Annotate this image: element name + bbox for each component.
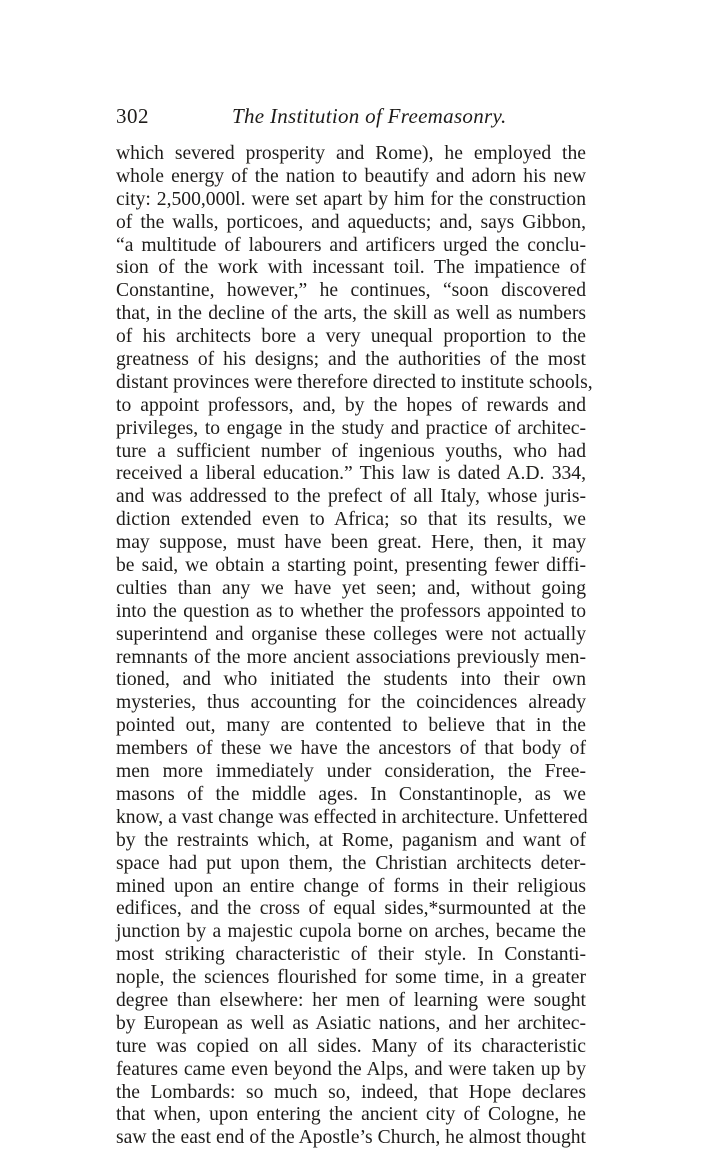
page-number: 302 — [116, 104, 149, 128]
text-line: which severed prosperity and Rome), he employed the — [116, 143, 586, 164]
text-line: Constantine, however,” he continues, “soon discovered — [116, 280, 586, 302]
text-line: members of these we have the ancestors of that body of — [116, 738, 586, 760]
text-line: diction extended even to Africa; so that its results, we — [116, 509, 586, 531]
text-line: masons of the middle ages. In Constantinople, as we — [116, 783, 586, 805]
text-line: ture was copied on all sides. Many of its characteristic — [116, 1035, 586, 1057]
text-line: distant provinces were therefore directed to institute schools, — [116, 371, 593, 393]
text-line: mined upon an entire change of forms in their religious — [116, 875, 586, 897]
text-line: junction by a majestic cupola borne on arches, became the — [116, 921, 586, 943]
text-line: edifices, and the cross of equal sides,*surmounted at the — [116, 898, 586, 920]
text-line: “a multitude of labourers and artificers urged the conclu- — [116, 234, 586, 256]
text-line: greatness of his designs; and the authorities of the most — [116, 349, 586, 371]
text-line: degree than elsewhere: her men of learning were sought — [116, 989, 586, 1011]
text-line: of his architects bore a very unequal proportion to the — [116, 326, 586, 348]
text-line: ture a sufficient number of ingenious youths, who had — [116, 440, 586, 462]
text-line: most striking characteristic of their style. In Constanti- — [116, 944, 586, 966]
text-line: superintend and organise these colleges were not actually — [116, 623, 586, 645]
text-line: sion of the work with incessant toil. The impatience of — [116, 257, 586, 279]
text-line: be said, we obtain a starting point, presenting fewer diffi- — [116, 555, 586, 577]
text-line: and was addressed to the prefect of all Italy, whose juris- — [116, 486, 586, 508]
text-line: space had put upon them, the Christian architects deter- — [116, 852, 586, 874]
text-line: may suppose, must have been great. Here, then, it may — [116, 532, 586, 554]
running-title: The Institution of Freemasonry. — [232, 104, 507, 128]
text-line: features came even beyond the Alps, and were taken up by — [116, 1058, 586, 1080]
text-line: that when, upon entering the ancient city of Cologne, he — [116, 1104, 586, 1126]
text-line: nople, the sciences flourished for some time, in a greater — [116, 967, 586, 989]
text-line: to appoint professors, and, by the hopes of rewards and — [116, 394, 586, 416]
text-line: tioned, and who initiated the students into their own — [116, 669, 586, 691]
text-line: mysteries, thus accounting for the coincidences already — [116, 692, 586, 714]
text-line: of the walls, porticoes, and aqueducts; and, says Gibbon, — [116, 211, 586, 233]
text-line: city: 2,500,000l. were set apart by him for the construction — [116, 188, 586, 210]
text-line: culties than any we have yet seen; and, without going — [116, 577, 586, 599]
text-line: the Lombards: so much so, indeed, that Hope declares — [116, 1081, 586, 1103]
text-line: by European as well as Asiatic nations, and her architec- — [116, 1012, 586, 1034]
text-line: that, in the decline of the arts, the skill as well as numbers — [116, 303, 586, 325]
text-line: saw the east end of the Apostle’s Church, he almost thought — [116, 1127, 586, 1149]
body-text — [116, 143, 593, 1150]
text-line: received a liberal education.” This law is dated A.D. 334, — [116, 463, 586, 485]
text-line: remnants of the more ancient associations previously men- — [116, 646, 586, 668]
text-line: pointed out, many are contented to believe that in the — [116, 715, 586, 737]
running-head — [116, 104, 586, 134]
text-line: privileges, to engage in the study and practice of architec- — [116, 417, 586, 439]
text-line: know, a vast change was effected in architecture. Unfettered — [116, 806, 588, 828]
text-line: into the question as to whether the professors appointed to — [116, 600, 586, 622]
text-line: by the restraints which, at Rome, paganism and want of — [116, 829, 586, 851]
text-line: men more immediately under consideration, the Free- — [116, 761, 586, 783]
text-line: whole energy of the nation to beautify and adorn his new — [116, 165, 586, 187]
